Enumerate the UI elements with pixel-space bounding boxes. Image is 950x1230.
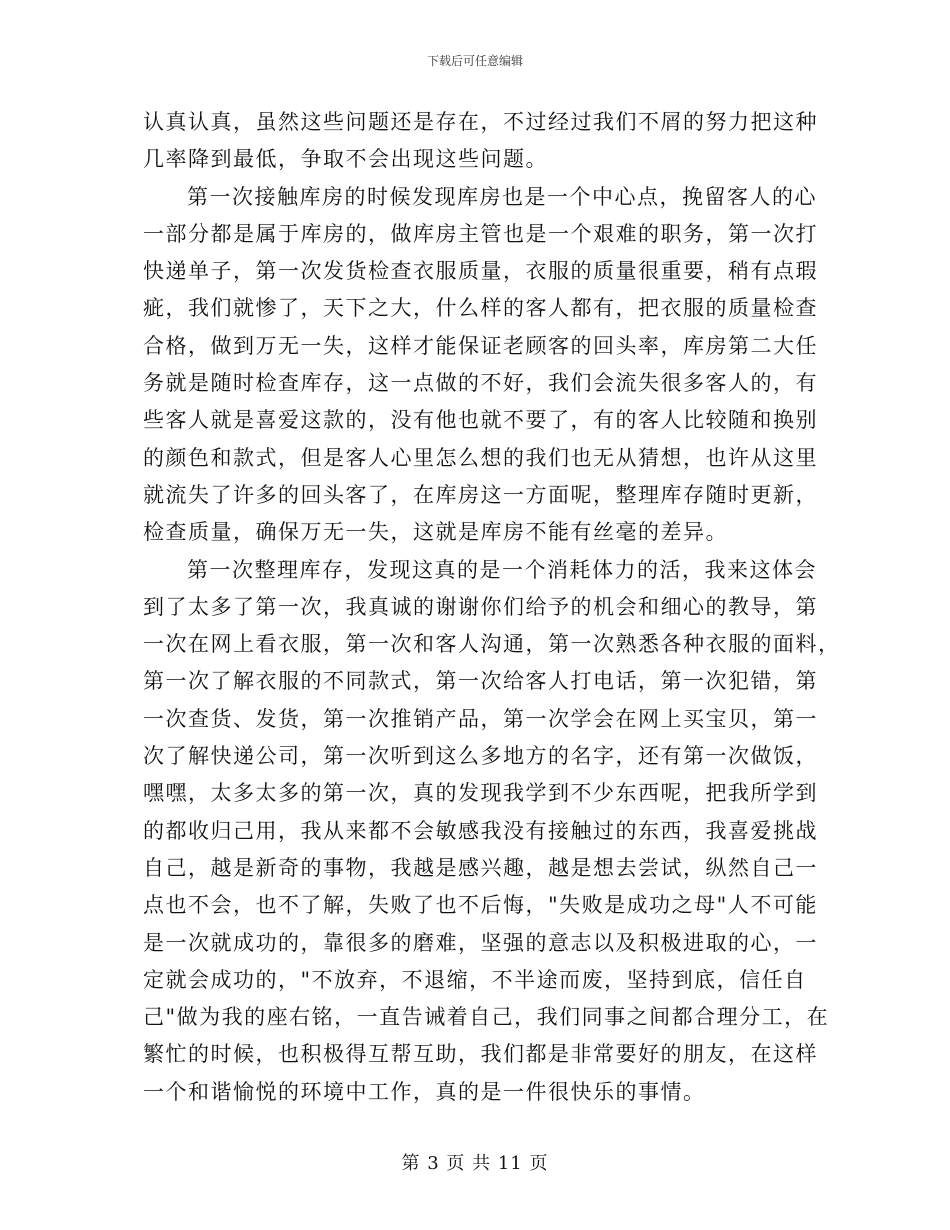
text-line: 定就会成功的，"不放弃，不退缩，不半途而废，坚持到底，信任自 — [143, 967, 807, 992]
page-header: 下载后可任意编辑 — [426, 54, 523, 68]
text-line: 一次查货、发货，第一次推销产品，第一次学会在网上买宝贝，第一 — [143, 706, 818, 731]
text-line: 认真认真，虽然这些问题还是存在，不过经过我们不屑的努力把这种 — [143, 110, 818, 134]
text-line: 的都收归己用，我从来都不会敏感我没有接触过的东西，我喜爱挑战 — [143, 818, 818, 843]
text-line: 自己，越是新奇的事物，我越是感兴趣，越是想去尝试，纵然自己一 — [143, 855, 818, 880]
text-line: 点也不会，也不了解，失败了也不后悔，"失败是成功之母"人不可能 — [143, 893, 818, 918]
paragraph-start-line: 第一次接触库房的时候发现库房也是一个中心点，挽留客人的心 — [187, 184, 817, 209]
text-line: 第一次了解衣服的不同款式，第一次给客人打电话，第一次犯错，第 — [143, 669, 818, 694]
paragraph-start-line: 第一次整理库存，发现这真的是一个消耗体力的活，我来这体会 — [187, 557, 817, 582]
text-line: 几率降到最低，争取不会出现这些问题。 — [143, 147, 548, 172]
text-line: 合格，做到万无一失，这样才能保证老顾客的回头率，库房第二大任 — [143, 333, 818, 358]
text-line: 是一次就成功的，靠很多的磨难，坚强的意志以及积极进取的心，一 — [143, 930, 818, 955]
page-footer: 第 3 页 共 11 页 — [401, 1153, 549, 1174]
text-line: 一次在网上看衣服，第一次和客人沟通，第一次熟悉各种衣服的面料， — [143, 632, 841, 657]
text-line: 些客人就是喜爱这款的，没有他也就不要了，有的客人比较随和换别 — [143, 408, 818, 433]
text-line: 一部分都是属于库房的，做库房主管也是一个艰难的职务，第一次打 — [143, 221, 818, 246]
text-line: 快递单子，第一次发货检查衣服质量，衣服的质量很重要，稍有点瑕 — [143, 259, 818, 284]
text-line: 己"做为我的座右铭，一直告诫着自己，我们同事之间都合理分工，在 — [143, 1005, 830, 1030]
text-line: 疵，我们就惨了，天下之大，什么样的客人都有，把衣服的质量检查 — [143, 296, 818, 321]
text-line: 嘿嘿，太多太多的第一次，真的发现我学到不少东西呢，把我所学到 — [143, 781, 818, 806]
text-line: 的颜色和款式，但是客人心里怎么想的我们也无从猜想，也许从这里 — [143, 445, 818, 470]
text-line: 务就是随时检查库存，这一点做的不好，我们会流失很多客人的，有 — [143, 371, 818, 396]
text-line: 繁忙的时候，也积极得互帮互助，我们都是非常要好的朋友，在这样 — [143, 1042, 818, 1067]
text-line: 一个和谐愉悦的环境中工作，真的是一件很快乐的事情。 — [143, 1079, 706, 1104]
text-line: 到了太多了第一次，我真诚的谢谢你们给予的机会和细心的教导，第 — [143, 594, 818, 619]
text-line: 检查质量，确保万无一失，这就是库房不能有丝毫的差异。 — [143, 520, 728, 545]
document-body — [143, 104, 841, 1111]
text-line: 次了解快递公司，第一次听到这么多地方的名字，还有第一次做饭， — [143, 744, 818, 769]
text-line: 就流失了许多的回头客了，在库房这一方面呢，整理库存随时更新， — [143, 482, 818, 507]
